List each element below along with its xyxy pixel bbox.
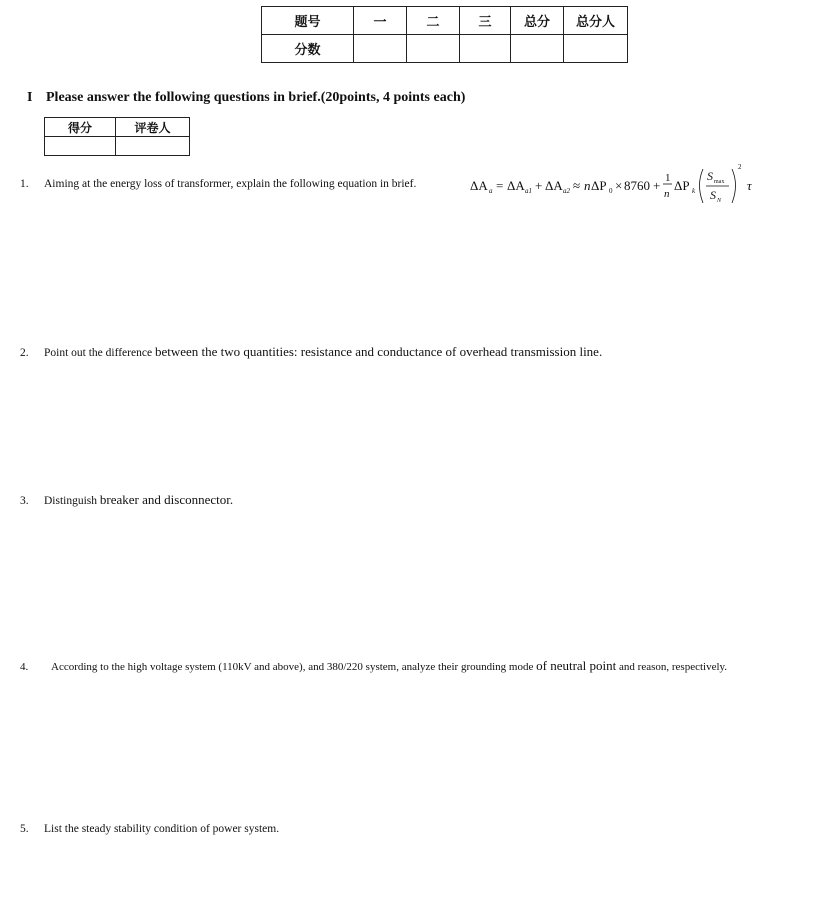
svg-text:a: a [489,187,493,195]
grader-table [44,117,190,156]
formula-constant: 8760 [624,178,650,193]
svg-text:N: N [717,198,722,204]
svg-text:a1: a1 [525,187,532,195]
formula-svg [470,163,760,209]
svg-text:≈: ≈ [573,178,581,193]
question-number: 3. [20,495,29,507]
question-text-large: of neutral point [536,658,617,673]
svg-text:n: n [664,188,670,200]
section-points: (20points, 4 points each) [320,90,466,105]
question-number: 2. [20,347,29,359]
question-2 [20,344,602,360]
svg-text:ΔA: ΔA [545,178,563,193]
section-heading [27,90,465,106]
svg-text:ΔA: ΔA [507,178,525,193]
question-3 [20,492,233,508]
score-header-cell: 题号 [262,7,354,35]
score-header-cell: 总分 [511,7,564,35]
svg-text:a2: a2 [563,187,570,195]
question-number: 4. [20,661,29,673]
section-number: I [27,90,33,105]
question-text: Aiming at the energy loss of transformer, explain the following equation in brief. [44,178,417,190]
svg-text:0: 0 [609,187,613,195]
score-header-cell: 总分人 [564,7,628,35]
energy-loss-formula [470,163,760,209]
svg-text:τ: τ [747,178,752,193]
svg-text:×: × [615,178,623,193]
svg-text:S: S [710,188,716,202]
question-text-large: between the two quantities: resistance and conductance of overhead transmission line. [154,344,603,359]
svg-text:+: + [535,178,543,193]
formula-power: 2 [738,163,742,171]
section-title: Please answer the following questions in brief. [46,90,321,105]
question-4 [20,658,727,674]
svg-text:S: S [707,169,713,183]
svg-text:ΔP: ΔP [674,178,690,193]
score-header-cell: 二 [407,7,460,35]
score-cell [564,35,628,63]
formula-max: max [714,179,725,185]
svg-text:k: k [692,187,696,195]
grader-cell [45,137,116,156]
score-cell [511,35,564,63]
svg-text:ΔP: ΔP [591,178,607,193]
score-header-cell: 三 [460,7,511,35]
svg-text:=: = [496,178,504,193]
score-header-cell: 一 [354,7,407,35]
score-cell [460,35,511,63]
question-1 [20,178,416,190]
grader-header-cell: 评卷人 [116,118,190,137]
score-cell [354,35,407,63]
question-text-pre: According to the high voltage system (110kV and above), and 380/220 system, analyze their grounding mode [51,661,534,673]
score-table [261,6,628,63]
question-number: 5. [20,823,29,835]
svg-text:ΔA: ΔA [470,178,488,193]
question-text-small: Distinguish [44,495,98,507]
score-row-label: 分数 [262,35,354,63]
question-text: List the steady stability condition of power system. [44,823,280,835]
score-cell [407,35,460,63]
question-text-post: and reason, respectively. [619,661,728,673]
svg-text:1: 1 [665,172,671,184]
question-5 [20,823,279,835]
grader-header-cell: 得分 [45,118,116,137]
question-text-small: Point out the difference [44,347,153,359]
question-text-large: breaker and disconnector. [99,492,234,507]
grader-cell [116,137,190,156]
svg-text:n: n [584,178,591,193]
svg-text:+: + [653,178,661,193]
question-number: 1. [20,178,29,190]
